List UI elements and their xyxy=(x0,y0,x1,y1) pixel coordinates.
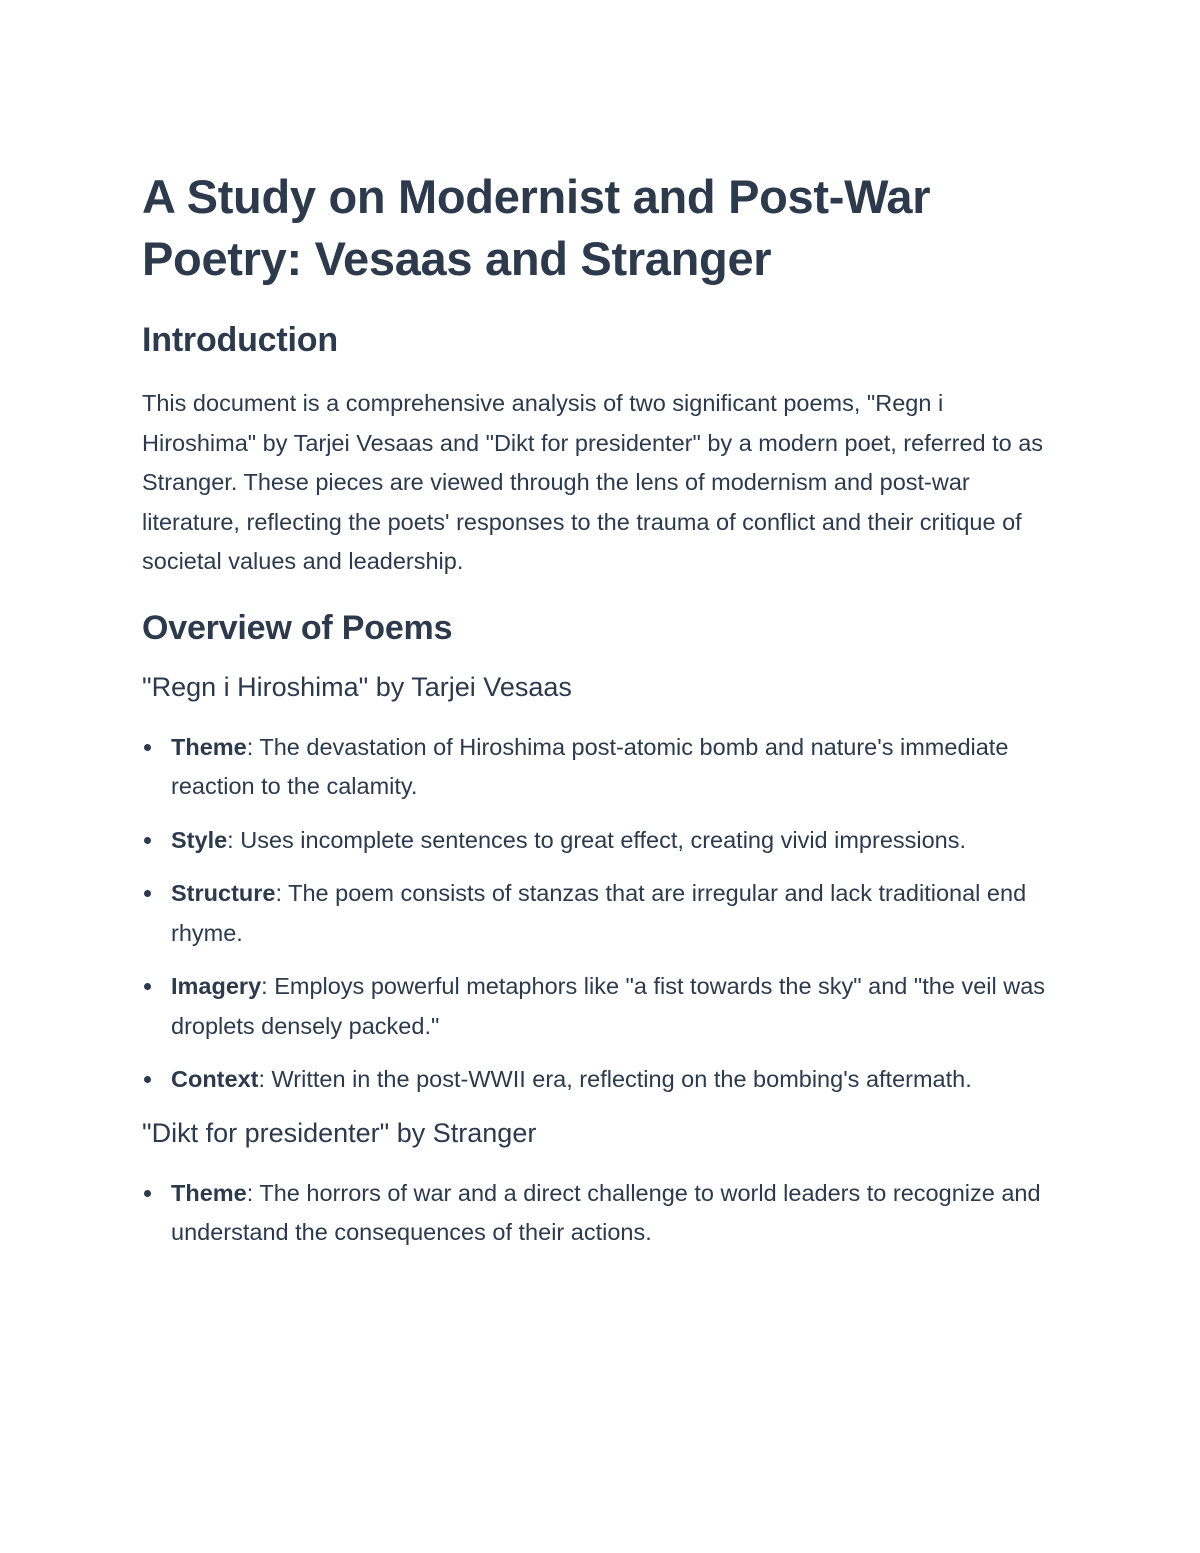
bullet-icon xyxy=(144,1190,151,1197)
list-item xyxy=(142,874,1062,953)
list-item-text: : The devastation of Hiroshima post-atomic bomb and nature's immediate reaction to the calamity. xyxy=(171,733,1009,799)
list-item-term: Structure xyxy=(171,880,276,906)
bullet-icon xyxy=(144,890,151,897)
introduction-paragraph: This document is a comprehensive analysis of two significant poems, "Regn i Hiroshima" by Tarjei Vesaas and "Dikt for presidenter" by a modern poet, referred to as Stranger. These pieces are viewed through the lens of modernism and post-war literature, reflecting the poets' responses to the trauma of conflict and their critique of societal values and leadership. xyxy=(142,390,1044,574)
list-item-term: Context xyxy=(171,1066,259,1092)
bullet-icon xyxy=(144,983,151,990)
list-item-text: : Written in the post-WWII era, reflecting on the bombing's aftermath. xyxy=(258,1066,972,1092)
list-item-term: Imagery xyxy=(171,973,262,999)
list-item xyxy=(142,1174,1062,1253)
list-item xyxy=(142,821,1062,861)
list-item-term: Theme xyxy=(171,1179,247,1206)
list-item xyxy=(142,728,1062,807)
list-item xyxy=(142,1060,1062,1100)
list-item-text: : The horrors of war and a direct challenge to world leaders to recognize and understand the consequences of their actions. xyxy=(171,1179,1041,1245)
list-item-term: Style xyxy=(171,826,228,853)
bullet-icon xyxy=(144,837,151,844)
list-item xyxy=(142,967,1062,1046)
list-item-text: : Employs powerful metaphors like "a fist towards the sky" and "the veil was droplets densely packed." xyxy=(171,973,1046,1039)
bullet-icon xyxy=(144,744,151,751)
document-title: A Study on Modernist and Post-War Poetry: Vesaas and Stranger xyxy=(142,170,931,285)
poem-heading-regn-i-hiroshima: "Regn i Hiroshima" by Tarjei Vesaas xyxy=(142,671,572,702)
introduction-heading: Introduction xyxy=(142,321,338,359)
poem-heading-dikt-for-presidenter: "Dikt for presidenter" by Stranger xyxy=(142,1117,537,1148)
poem-details-list xyxy=(142,1174,1062,1253)
document-page xyxy=(142,166,1062,1253)
overview-heading: Overview of Poems xyxy=(142,608,453,647)
list-item-term: Theme xyxy=(171,733,247,760)
poem-details-list xyxy=(142,728,1062,1100)
list-item-text: : The poem consists of stanzas that are irregular and lack traditional end rhyme. xyxy=(171,880,1027,946)
list-item-text: : Uses incomplete sentences to great effect, creating vivid impressions. xyxy=(227,826,967,853)
bullet-icon xyxy=(144,1076,151,1083)
